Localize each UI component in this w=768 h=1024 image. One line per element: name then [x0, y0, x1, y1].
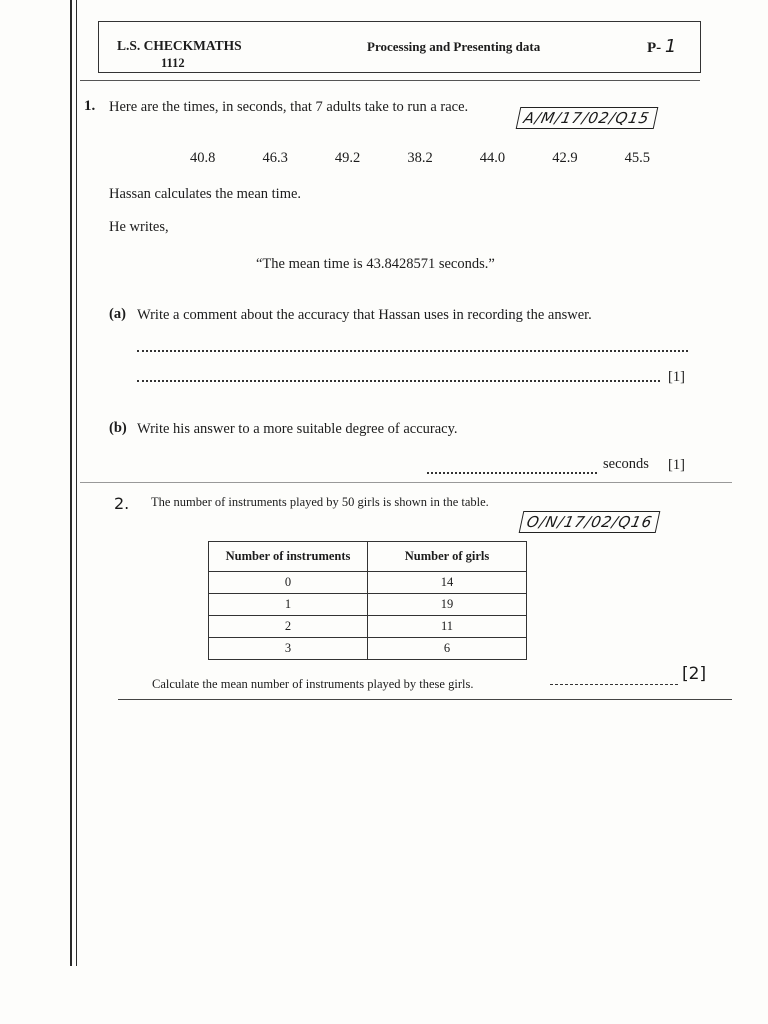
table-cell-girls: 11 [368, 616, 527, 638]
q2-intro: The number of instruments played by 50 girls is shown in the table. [151, 495, 489, 509]
q2-marks: [2] [682, 664, 707, 684]
table-cell-instruments: 1 [209, 594, 368, 616]
q2-answer-line[interactable] [550, 684, 678, 685]
q1a-label: (a) [109, 306, 126, 322]
q1a-answer-line-2[interactable] [137, 380, 660, 382]
q1b-unit: seconds [603, 456, 649, 472]
header-code: 1112 [161, 56, 185, 70]
header-underline [80, 80, 700, 81]
table-row [209, 638, 527, 660]
table-cell-instruments: 0 [209, 572, 368, 594]
time-value: 45.5 [624, 150, 650, 166]
time-value: 44.0 [479, 150, 506, 166]
q1-number: 1. [84, 98, 96, 114]
q1-reference: A/M/17/02/Q15 [516, 107, 658, 129]
q2-bottom-rule [118, 699, 732, 700]
q1a-marks: [1] [668, 369, 685, 385]
table-cell-instruments: 2 [209, 616, 368, 638]
section-divider [80, 482, 732, 483]
q2-reference: O/N/17/02/Q16 [519, 511, 661, 533]
q1-times-list [190, 150, 650, 167]
time-value: 42.9 [552, 150, 578, 166]
q1-intro: Here are the times, in seconds, that 7 adults take to run a race. [109, 99, 469, 115]
page-number: 1 [664, 36, 677, 57]
header-topic: Processing and Presenting data [367, 39, 541, 54]
margin-line-inner [76, 0, 77, 966]
q2-number: 2. [114, 494, 130, 513]
instruments-table [208, 541, 527, 660]
q1b-label: (b) [109, 420, 127, 436]
time-value: 38.2 [407, 150, 433, 166]
q1b-text: Write his answer to a more suitable degree of accuracy. [137, 421, 458, 437]
table-cell-instruments: 3 [209, 638, 368, 660]
table-cell-girls: 14 [368, 572, 527, 594]
q1b-marks: [1] [668, 457, 685, 473]
q1a-text: Write a comment about the accuracy that Hassan uses in recording the answer. [137, 307, 592, 323]
time-value: 40.8 [190, 150, 216, 166]
table-header-girls: Number of girls [368, 542, 527, 572]
table-cell-girls: 19 [368, 594, 527, 616]
table-row [209, 572, 527, 594]
page-label: P- [647, 40, 662, 56]
q1b-answer-line[interactable] [427, 472, 597, 474]
time-value: 49.2 [334, 150, 361, 166]
table-header-instruments: Number of instruments [209, 542, 368, 572]
margin-line-outer [70, 0, 72, 966]
q1-line2: He writes, [109, 219, 169, 235]
header-title: L.S. CHECKMATHS [117, 38, 242, 53]
table-row [209, 616, 527, 638]
table-header-row [209, 542, 527, 572]
q1a-answer-line-1[interactable] [137, 350, 688, 352]
q1-line1: Hassan calculates the mean time. [109, 186, 302, 202]
page-header [98, 21, 701, 73]
table-row [209, 594, 527, 616]
q1-quote: “The mean time is 43.8428571 seconds.” [256, 256, 495, 272]
time-value: 46.3 [262, 150, 288, 166]
table-cell-girls: 6 [368, 638, 527, 660]
header-page [647, 36, 676, 57]
q2-question: Calculate the mean number of instruments played by these girls. [152, 677, 474, 691]
